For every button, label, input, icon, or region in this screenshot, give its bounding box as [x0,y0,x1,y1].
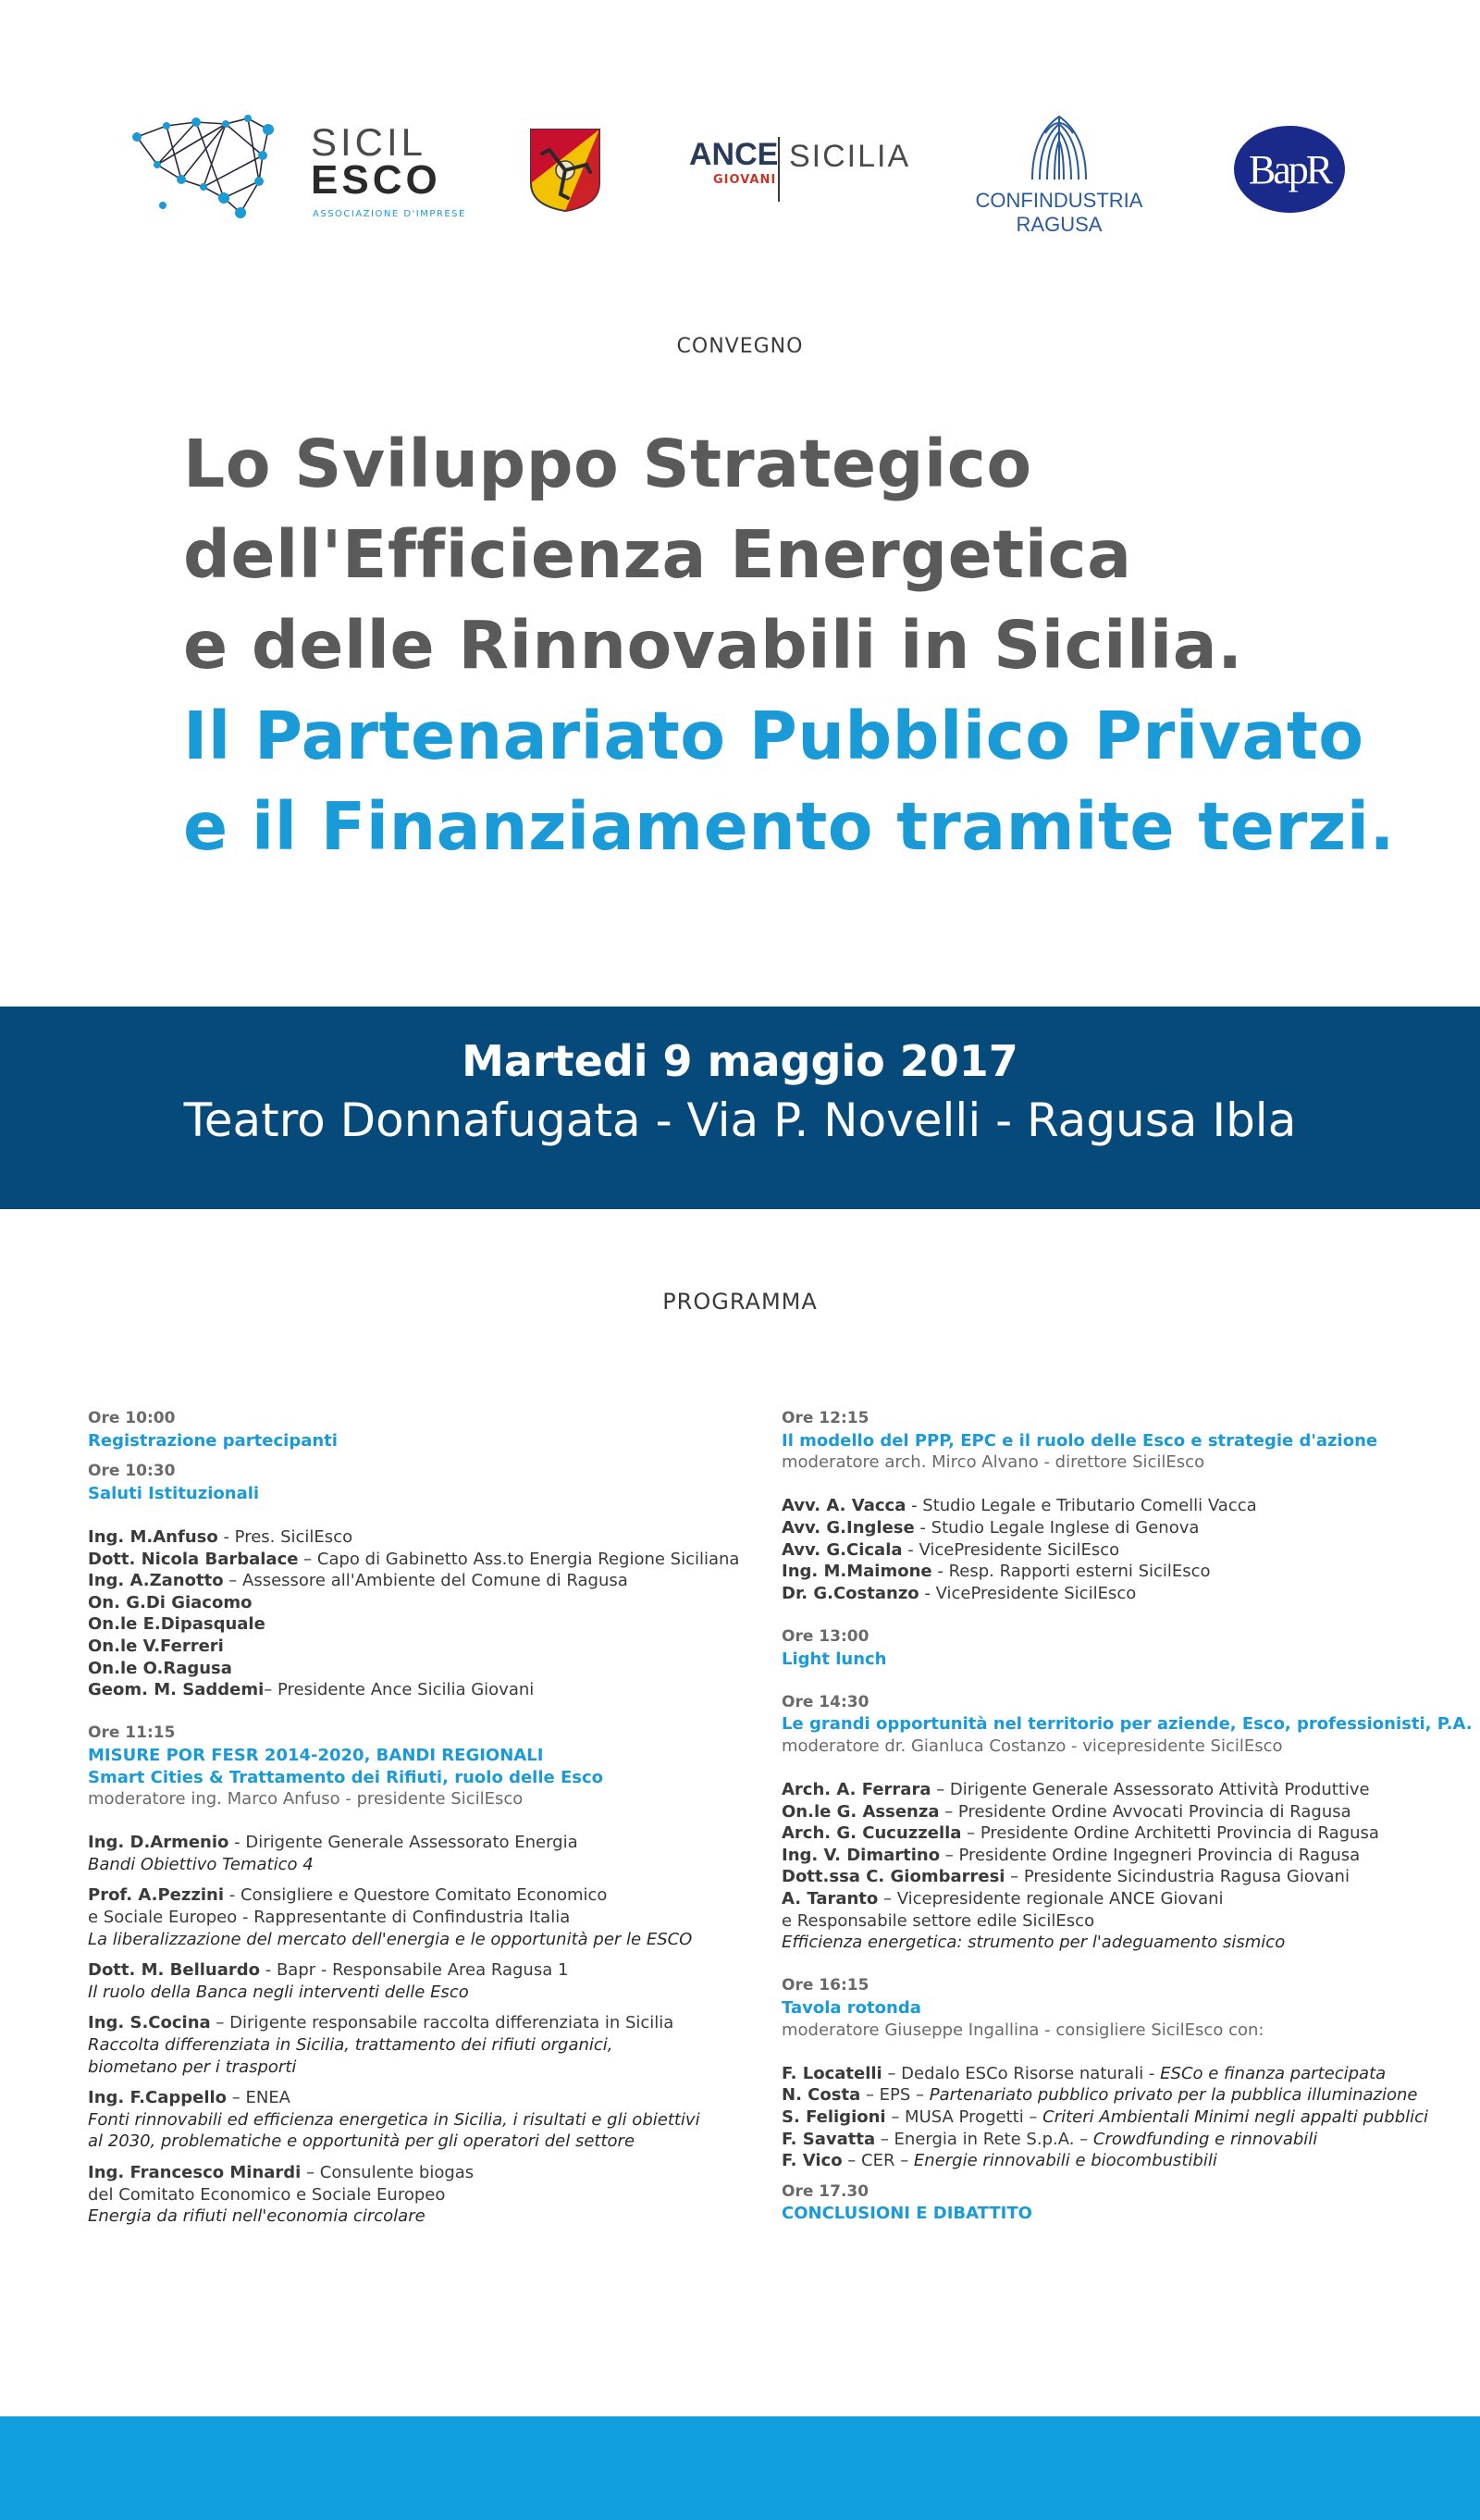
speaker-line [782,1539,1466,1562]
speaker-role: – Presidente Ance Sicilia Giovani [264,1680,535,1700]
speaker-role: – Presidente Sicindustria Ragusa Giovani [1005,1867,1350,1887]
speaker-role: – Dirigente Generale Assessorato Attività Produttive [931,1780,1370,1800]
speaker-name: On.le G. Assenza [782,1801,940,1822]
session-heading: Tavola rotonda [782,1998,921,2019]
moderator-line: moderatore ing. Marco Anfuso - presidente SicilEsco [88,1789,524,1810]
speaker-line [88,2162,754,2184]
speaker-role: – Consulente biogas [301,2163,475,2182]
session-heading: Saluti Istituzionali [88,1483,260,1503]
talk-title: Bandi Obiettivo Tematico 4 [88,1854,314,1874]
speaker-name: Arch. A. Ferrara [782,1780,931,1800]
spacer [782,1954,1466,1976]
confindustria-logo-line2: RAGUSA [1016,213,1103,236]
speaker-line [88,1832,754,1854]
spacer [782,1758,1466,1780]
speaker-name: S. Feligioni [782,2107,886,2127]
speaker-line [782,1495,1466,1517]
session-time: Ore 12:15 [782,1409,870,1427]
session-time: Ore 14:30 [782,1692,870,1711]
speaker-name: N. Costa [782,2085,861,2106]
speaker-topic: Criteri Ambientali Minimi negli appalti pubblici [1042,2107,1429,2127]
speaker-line [88,1549,754,1571]
speaker-line [88,2012,754,2034]
event-type-label: CONVEGNO [676,335,804,358]
speaker-role: - Resp. Rapporti esterni SicilEsco [931,1562,1211,1582]
title-line-2: dell'Efficienza Energetica [183,516,1132,593]
speaker-line [782,1801,1466,1823]
text-line: del Comitato Economico e Sociale Europeo [88,2184,446,2205]
ance-logo-sicilia: SICILIA [789,139,911,174]
speaker-line [88,1658,754,1680]
session-time: Ore 13:00 [782,1626,870,1646]
talk-title: La liberalizzazione del mercato dell'energia e le opportunità per le ESCO [88,1929,693,1949]
spacer [782,2172,1466,2181]
speaker-name: A. Taranto [782,1889,879,1909]
speaker-line [782,2150,1466,2172]
confindustria-logo-line1: CONFINDUSTRIA [975,189,1143,212]
speaker-line [782,1822,1466,1845]
title-line-3: e delle Rinnovabili in Sicilia. [183,607,1243,684]
session-time: Ore 10:30 [88,1462,176,1481]
spacer [782,2041,1466,2063]
speaker-name: Geom. M. Saddemi [88,1680,265,1700]
subtitle-line-2: e il Finanziamento tramite terzi. [183,788,1396,865]
session-heading: CONCLUSIONI E DIBATTITO [782,2204,1032,2224]
speaker-line [782,1845,1466,1867]
speaker-line [782,1517,1466,1539]
sicilesco-logo-subtitle: ASSOCIAZIONE D'IMPRESE [313,209,466,219]
spacer [88,1875,754,1884]
event-place: Teatro Donnafugata - Via P. Novelli - Ragusa Ibla [183,1093,1297,1147]
ance-logo-giovani: GIOVANI [713,173,777,187]
text-line: e Responsabile settore edile SicilEsco [782,1910,1095,1931]
speaker-name: Ing. D.Armenio [88,1833,229,1853]
moderator-line: moderatore dr. Gianluca Costanzo - vicepresidente SicilEsco [782,1736,1283,1756]
session-heading: Smart Cities & Trattamento dei Rifiuti, ruolo delle Esco [88,1767,604,1787]
spacer [88,1810,754,1833]
speaker-line [782,1583,1466,1605]
speaker-line [782,1561,1466,1583]
speaker-line [782,2063,1466,2085]
confindustria-emblem-icon [1027,113,1092,181]
speaker-line [782,2084,1466,2106]
speaker-name: On.le O.Ragusa [88,1658,232,1678]
speaker-name: Ing. A.Zanotto [88,1571,224,1591]
speaker-role: – Energia in Rete S.p.A. – [875,2129,1093,2149]
session-heading: Il modello del PPP, EPC e il ruolo delle Esco e strategie d'azione [782,1430,1378,1451]
speaker-line [88,1592,754,1614]
speaker-line [88,1570,754,1592]
session-heading: MISURE POR FESR 2014-2020, BANDI REGIONALI [88,1745,544,1765]
speaker-role: – Presidente Ordine Avvocati Provincia di Ragusa [939,1801,1351,1822]
speaker-name: Ing. M.Anfuso [88,1526,218,1547]
spacer [88,1950,754,1959]
speaker-role: – Presidente Ordine Ingegneri Provincia di Ragusa [940,1845,1361,1865]
program-left-column [88,1408,754,2228]
subtitle-line-1: Il Partenariato Pubblico Privato [183,698,1364,774]
speaker-line [88,1526,754,1549]
speaker-name: Ing. S.Cocina [88,2013,211,2033]
speaker-role: – Presidente Ordine Architetti Provincia di Ragusa [961,1823,1379,1844]
moderator-line: moderatore Giuseppe Ingallina - consigliere SicilEsco con: [782,2020,1264,2040]
speaker-role: – Vicepresidente regionale ANCE Giovani [878,1889,1224,1909]
talk-title: Energia da rifiuti nell'economia circolare [88,2206,426,2227]
speaker-role: - Studio Legale Inglese di Genova [914,1517,1200,1538]
sicilesco-logo-bottom: ESCO [311,157,441,203]
ance-logo-text: ANCE [689,137,779,172]
speaker-topic: ESCo e finanza partecipata [1160,2063,1387,2083]
speaker-name: Dott. Nicola Barbalace [88,1549,299,1569]
bapr-logo [1234,126,1345,213]
session-time: Ore 16:15 [782,1976,870,1995]
speaker-line [88,1959,754,1982]
programma-label: PROGRAMMA [662,1289,818,1315]
spacer [88,1701,754,1723]
speaker-line [782,2129,1466,2151]
speaker-name: Ing. Francesco Minardi [88,2163,302,2182]
text-line: e Sociale Europeo - Rappresentante di Confindustria Italia [88,1908,571,1928]
speaker-role: – CER – [842,2151,914,2171]
session-heading: Le grandi opportunità nel territorio per aziende, Esco, professionisti, P.A. [782,1714,1473,1735]
speaker-name: On.le E.Dipasquale [88,1614,265,1635]
speaker-role: – ENEA [227,2088,290,2108]
program-right-column [782,1408,1473,2225]
speaker-name: Dott.ssa C. Giombarresi [782,1867,1005,1887]
speaker-name: F. Vico [782,2151,843,2171]
speaker-topic: Crowdfunding e rinnovabili [1092,2129,1318,2149]
speaker-role: - VicePresidente SicilEsco [919,1583,1137,1603]
speaker-name: F. Savatta [782,2129,876,2149]
sicilesco-logo-map [130,109,278,228]
speaker-line [88,2087,754,2109]
spacer [88,1451,754,1461]
spacer [782,1670,1466,1692]
event-date: Martedi 9 maggio 2017 [462,1036,1018,1086]
speaker-name: Avv. A. Vacca [782,1496,906,1516]
regione-sicilia-emblem-icon [529,128,601,213]
talk-title: Raccolta differenziata in Sicilia, trattamento dei rifiuti organici, [88,2035,613,2056]
speaker-name: Dott. M. Belluardo [88,1960,260,1981]
speaker-role: – Dedalo ESCo Risorse naturali - [882,2063,1161,2083]
speaker-role: - Bapr - Responsabile Area Ragusa 1 [260,1960,569,1981]
speaker-name: F. Locatelli [782,2063,882,2083]
speaker-role: - Pres. SicilEsco [217,1526,353,1547]
speaker-name: Avv. G.Cicala [782,1539,903,1560]
speaker-line [782,2106,1466,2129]
speaker-line [88,1636,754,1658]
session-time: Ore 17.30 [782,2181,870,2201]
talk-title: al 2030, problematiche e opportunità per gli operatori del settore [88,2131,635,2152]
speaker-line [88,1679,754,1701]
speaker-name: Ing. M.Maimone [782,1562,932,1582]
talk-title: biometano per i trasporti [88,2057,297,2077]
spacer [782,1604,1466,1626]
speaker-line [782,1888,1466,1910]
speaker-name: On. G.Di Giacomo [88,1592,253,1612]
session-time: Ore 11:15 [88,1723,176,1743]
speaker-name: Ing. V. Dimartino [782,1845,941,1865]
session-time: Ore 10:00 [88,1409,176,1427]
speaker-role: – MUSA Progetti – [885,2107,1043,2127]
speaker-role: - VicePresidente SicilEsco [902,1539,1120,1560]
speaker-role: - Consigliere e Questore Comitato Economico [224,1885,608,1906]
speaker-topic: Partenariato pubblico privato per la pubblica illuminazione [929,2085,1418,2106]
speaker-line [782,1779,1466,1801]
footer-bar [0,2416,1480,2520]
speaker-role: – Assessore all'Ambiente del Comune di Ragusa [223,1571,628,1591]
spacer [88,2078,754,2087]
title-line-1: Lo Sviluppo Strategico [183,426,1032,502]
speaker-name: Dr. G.Costanzo [782,1583,919,1603]
ance-logo-divider [778,137,780,202]
speaker-topic: Energie rinnovabili e biocombustibili [913,2151,1217,2171]
speaker-line [88,1884,754,1907]
spacer [88,1504,754,1526]
speaker-role: - Studio Legale e Tributario Comelli Vacca [906,1496,1257,1516]
session-heading: Light lunch [782,1649,887,1669]
spacer [88,2003,754,2012]
speaker-line [88,1613,754,1636]
speaker-name: Arch. G. Cucuzzella [782,1823,962,1844]
speaker-role: – EPS – [860,2085,930,2106]
speaker-role: – Dirigente responsabile raccolta differenziata in Sicilia [210,2013,674,2033]
moderator-line: moderatore arch. Mirco Alvano - direttore SicilEsco [782,1452,1205,1473]
session-heading: Registrazione partecipanti [88,1430,338,1451]
speaker-role: - Dirigente Generale Assessorato Energia [228,1833,578,1853]
spacer [88,2153,754,2162]
talk-title: Il ruolo della Banca negli interventi delle Esco [88,1982,469,2002]
talk-title: Efficienza energetica: strumento per l'adeguamento sismico [782,1933,1286,1953]
speaker-line [782,1866,1466,1888]
sicilesco-logo-top: SICIL [311,120,427,164]
speaker-name: Ing. F.Cappello [88,2088,228,2108]
speaker-role: – Capo di Gabinetto Ass.to Energia Regione Siciliana [298,1549,740,1569]
bapr-logo-text: BapR [1248,147,1331,192]
spacer [782,1474,1466,1496]
speaker-name: Avv. G.Inglese [782,1517,915,1538]
talk-title: Fonti rinnovabili ed efficienza energetica in Sicilia, i risultati e gli obiettivi [88,2109,700,2130]
speaker-name: On.le V.Ferreri [88,1636,224,1656]
speaker-name: Prof. A.Pezzini [88,1885,224,1906]
